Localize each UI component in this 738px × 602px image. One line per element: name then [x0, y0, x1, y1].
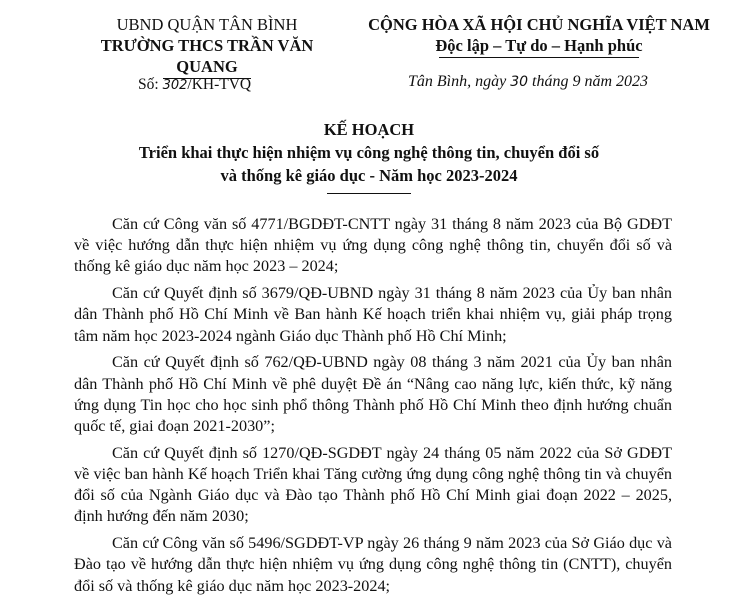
document-body	[74, 214, 672, 602]
header-right-divider	[439, 57, 639, 58]
national-motto: Độc lập – Tự do – Hạnh phúc	[435, 36, 643, 55]
issue-date	[408, 73, 648, 91]
school-name: TRƯỜNG THCS TRẦN VĂN QUANG	[100, 36, 314, 76]
issue-date-day: 30	[510, 74, 529, 90]
document-title-line-1: Triển khai thực hiện nhiệm vụ công nghệ thông tin, chuyển đổi số	[138, 143, 600, 162]
national-heading	[350, 14, 728, 58]
issue-date-rest: tháng 9 năm 2023	[528, 73, 649, 90]
parent-authority: UBND QUẬN TÂN BÌNH	[116, 15, 298, 34]
legal-basis-paragraph: Căn cứ Quyết định số 3679/QĐ-UBND ngày 31 tháng 8 năm 2023 của Ủy ban nhân dân Thành phố Hồ Chí Minh về Ban hành Kế hoạch triển khai nhiệm vụ, giải pháp trọng tâm năm học 2023-2024 ngành Giáo dục Thành phố Hồ Chí Minh;	[74, 284, 672, 345]
legal-basis-paragraph: Căn cứ Công văn số 5496/SGDĐT-VP ngày 26 tháng 9 năm 2023 của Sở Giáo dục và Đào tạo về hướng dẫn thực hiện nhiệm vụ ứng dụng công nghệ thông tin (CNTT), chuyển đổi số và thống kê giáo dục năm học 2023-2024;	[74, 534, 672, 595]
document-number-value: 302	[162, 78, 188, 93]
issue-date-prefix: Tân Bình, ngày	[408, 73, 511, 90]
document-type: KẾ HOẠCH	[323, 120, 415, 139]
document-title-block	[60, 118, 678, 194]
document-title-line-2: và thống kê giáo dục - Năm học 2023-2024	[220, 166, 518, 185]
title-divider	[327, 193, 411, 194]
issuing-organization	[72, 14, 342, 79]
nation-title: CỘNG HÒA XÃ HỘI CHỦ NGHĨA VIỆT NAM	[368, 15, 710, 34]
document-number-prefix: Số:	[138, 76, 163, 93]
legal-basis-paragraph: Căn cứ Công văn số 4771/BGDĐT-CNTT ngày 31 tháng 8 năm 2023 của Bộ GDĐT về việc hướng dẫn thực hiện nhiệm vụ ứng dụng công nghệ thông tin, chuyển đổi số và thống kê giáo dục năm học 2023 – 2024;	[74, 215, 672, 276]
document-number-suffix: /KH-TVQ	[187, 76, 252, 93]
legal-basis-paragraph: Căn cứ Quyết định số 762/QĐ-UBND ngày 08 tháng 3 năm 2021 của Ủy ban nhân dân Thành phố Hồ Chí Minh về phê duyệt Đề án “Nâng cao năng lực, kiến thức, kỹ năng ứng dụng Tin học cho học sinh phổ thông Thành phố Hồ Chí Minh theo định hướng chuẩn quốc tế, giai đoạn 2021-2030”;	[74, 353, 672, 436]
legal-basis-paragraph: Căn cứ Quyết định số 1270/QĐ-SGDĐT ngày 24 tháng 05 năm 2022 của Sở GDĐT về việc ban hành Kế hoạch Triển khai Tăng cường ứng dụng công nghệ thông tin và chuyển đổi số của Ngành Giáo dục và Đào tạo Thành phố Hồ Chí Minh giai đoạn 2022 – 2025, định hướng đến năm 2030;	[74, 443, 672, 526]
document-number	[138, 76, 251, 94]
